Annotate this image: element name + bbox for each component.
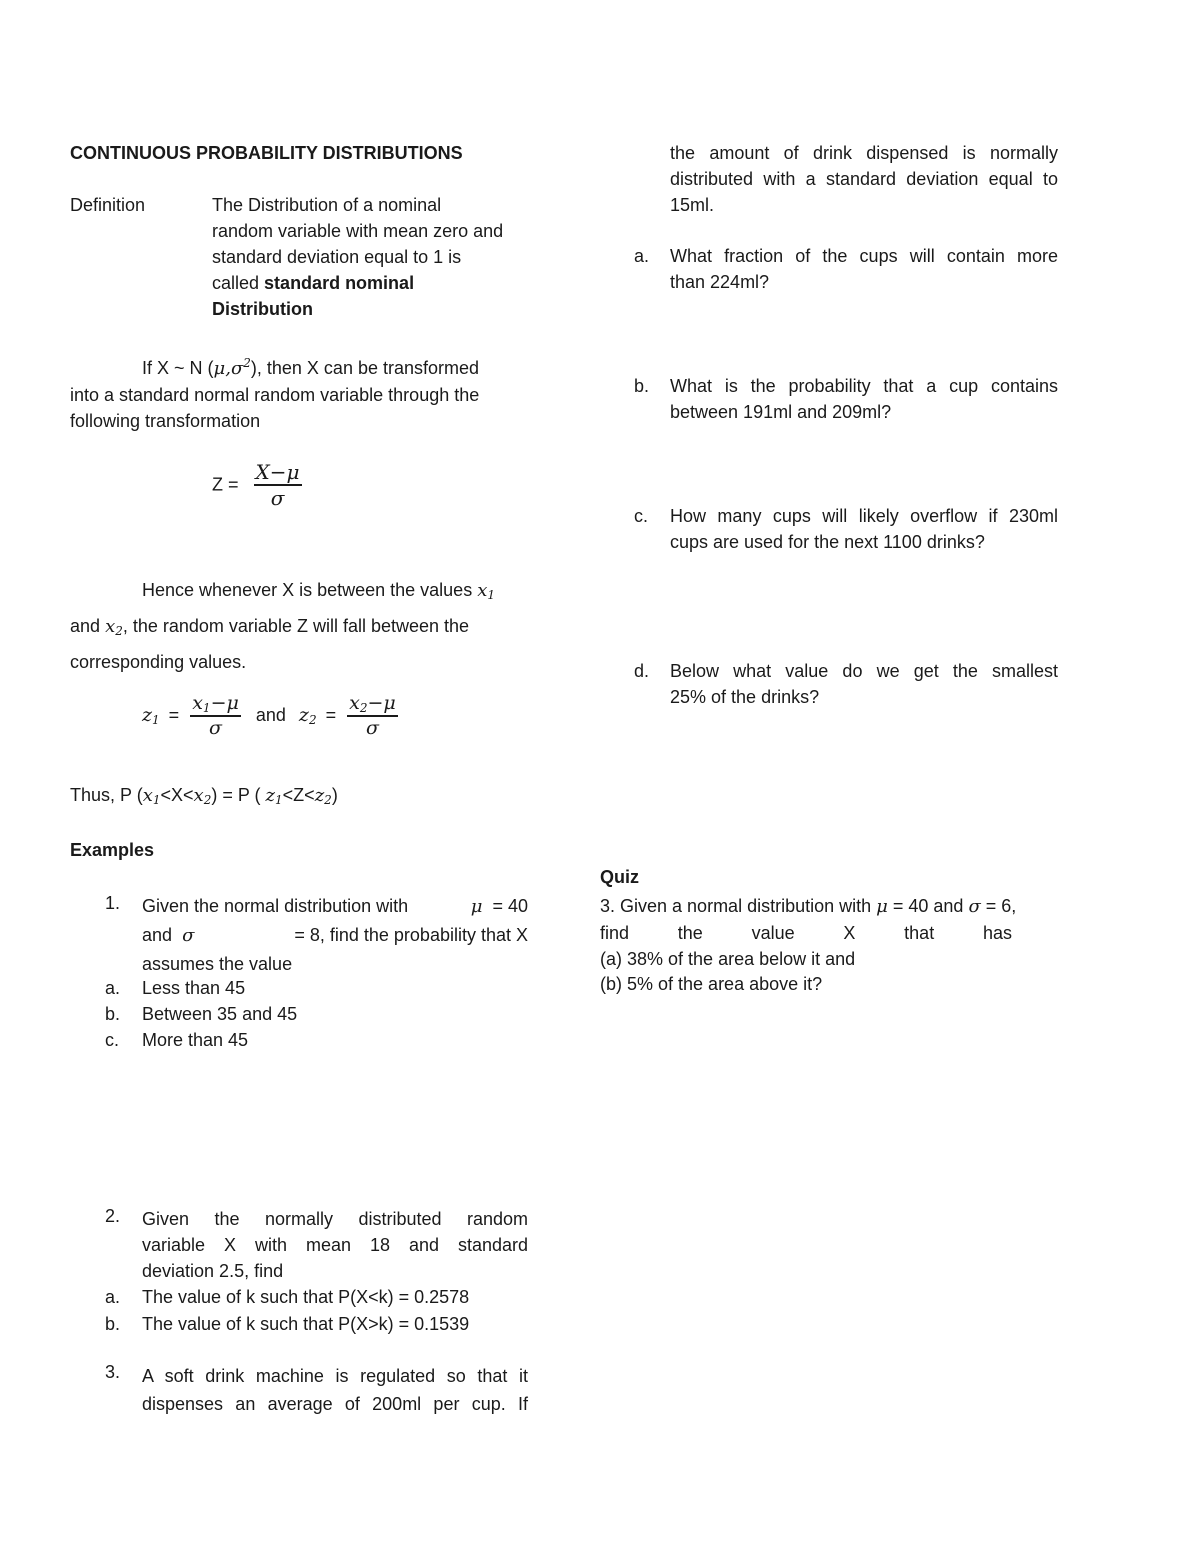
definition-line: random variable with mean zero and: [212, 221, 504, 241]
question-b: [634, 373, 1058, 425]
example-3-continued: [670, 140, 1058, 218]
z-formula: [212, 460, 302, 510]
example-1-text: [142, 892, 528, 978]
question-label: c.: [634, 506, 649, 526]
question-line: What fraction of the cups will contain more: [670, 246, 1058, 266]
example-3-line: dispenses an average of 200ml per cup. If: [142, 1394, 528, 1414]
example-2-options: [105, 1284, 469, 1338]
z1-numerator: $x_1-\mu$: [192, 692, 239, 715]
definition-line: standard deviation equal to 1 is: [212, 247, 462, 267]
question-line: cups are used for the next 1100 drinks?: [670, 532, 985, 552]
quiz-line: find the value X that has: [600, 923, 1012, 943]
option-item: b. The value of k such that P(X>k) = 0.1539: [105, 1314, 470, 1334]
transform-line: into a standard normal random variable through the: [70, 385, 480, 405]
question-line: 25% of the drinks?: [670, 687, 820, 707]
examples-heading: Examples: [70, 840, 155, 860]
option-item: b. Between 35 and 45: [105, 1004, 298, 1024]
definition-line: The Distribution of a nominal: [212, 195, 442, 215]
option-item: c. More than 45: [105, 1030, 249, 1050]
example-number: 3.: [105, 1362, 121, 1382]
question-label: a.: [634, 246, 650, 266]
quiz-heading: Quiz: [600, 867, 639, 887]
definition-body: [212, 192, 532, 322]
z-numerator: X−μ: [255, 460, 300, 484]
question-line: How many cups will likely overflow if 230ml: [670, 506, 1058, 526]
hence-line: and $x_2$, the random variable Z will fall between the: [70, 616, 470, 638]
example-2-line: Given the normally distributed random: [142, 1209, 528, 1229]
quiz-line: (a) 38% of the area below it and: [600, 949, 856, 969]
definition-term-2: Distribution: [212, 299, 313, 319]
transform-paragraph: [70, 350, 528, 434]
transform-line: If X ~ N $(\mu,\sigma^2)$, then X can be transformed: [142, 356, 480, 379]
example-2-text: [142, 1206, 528, 1284]
question-label: b.: [634, 376, 650, 396]
z1-label: $z_1$: [142, 704, 160, 727]
question-a: [634, 243, 1058, 295]
continued-line: the amount of drink dispensed is normally: [670, 143, 1058, 163]
z-fraction: [254, 460, 302, 510]
question-d: [634, 658, 1058, 710]
and-word: and: [255, 705, 286, 725]
question-c: [634, 503, 1058, 555]
z2-denominator: σ: [365, 717, 379, 739]
question-label: d.: [634, 661, 650, 681]
z-label: Z =: [212, 474, 239, 495]
hence-line: Hence whenever X is between the values $x_1$: [142, 580, 496, 602]
z2-fraction: [347, 692, 398, 739]
question-line: between 191ml and 209ml?: [670, 402, 892, 422]
example-1-line: and σ = 8, find the probability that X: [142, 925, 528, 946]
example-1-line: assumes the value: [142, 954, 293, 974]
thus-line: Thus, P $(x_1<X<x_2) = P$ ( $z_1<Z<z_2$): [70, 785, 338, 807]
definition-term: standard nominal: [264, 273, 415, 293]
z-denominator: σ: [270, 486, 285, 510]
continued-line: distributed with a standard deviation equal to: [670, 169, 1058, 189]
example-1-line: Given the normal distribution with μ = 40: [142, 896, 528, 917]
hence-paragraph: [70, 575, 528, 678]
question-line: Below what value do we get the smallest: [670, 661, 1058, 681]
example-2-line: variable X with mean 18 and standard: [142, 1235, 528, 1255]
option-item: a. Less than 45: [105, 978, 246, 998]
example-2: [70, 1206, 528, 1284]
quiz-line: 3. Given a normal distribution with μ = 40 and σ = 6,: [600, 896, 1017, 917]
equals: =: [325, 705, 337, 725]
quiz-line: (b) 5% of the area above it?: [600, 974, 823, 994]
definition-label: Definition: [70, 195, 146, 215]
question-line: than 224ml?: [670, 272, 770, 292]
transform-line: following transformation: [70, 411, 261, 431]
z1-denominator: σ: [209, 717, 223, 739]
example-number: 2.: [105, 1206, 121, 1226]
z2-numerator: $x_2-\mu$: [349, 692, 396, 715]
option-item: a. The value of k such that P(X<k) = 0.2578: [105, 1287, 470, 1307]
z1-fraction: [190, 692, 241, 739]
example-3-text: [142, 1362, 528, 1418]
example-number: 1.: [105, 893, 121, 913]
definition-line: [212, 270, 532, 296]
continued-line: 15ml.: [670, 195, 715, 215]
example-3: [70, 1362, 528, 1418]
page-title: CONTINUOUS PROBABILITY DISTRIBUTIONS: [70, 143, 463, 163]
equals: =: [168, 705, 180, 725]
question-line: What is the probability that a cup contains: [670, 376, 1058, 396]
example-3-line: A soft drink machine is regulated so that it: [142, 1366, 528, 1386]
z1-z2-formula: [142, 692, 398, 739]
z2-label: $z_2$: [298, 704, 317, 727]
hence-line: corresponding values.: [70, 652, 247, 672]
example-2-line: deviation 2.5, find: [142, 1261, 284, 1281]
example-1-options: [105, 975, 297, 1053]
quiz-body: [600, 893, 1060, 997]
example-1: [70, 892, 528, 978]
definition-called: called: [212, 273, 260, 293]
